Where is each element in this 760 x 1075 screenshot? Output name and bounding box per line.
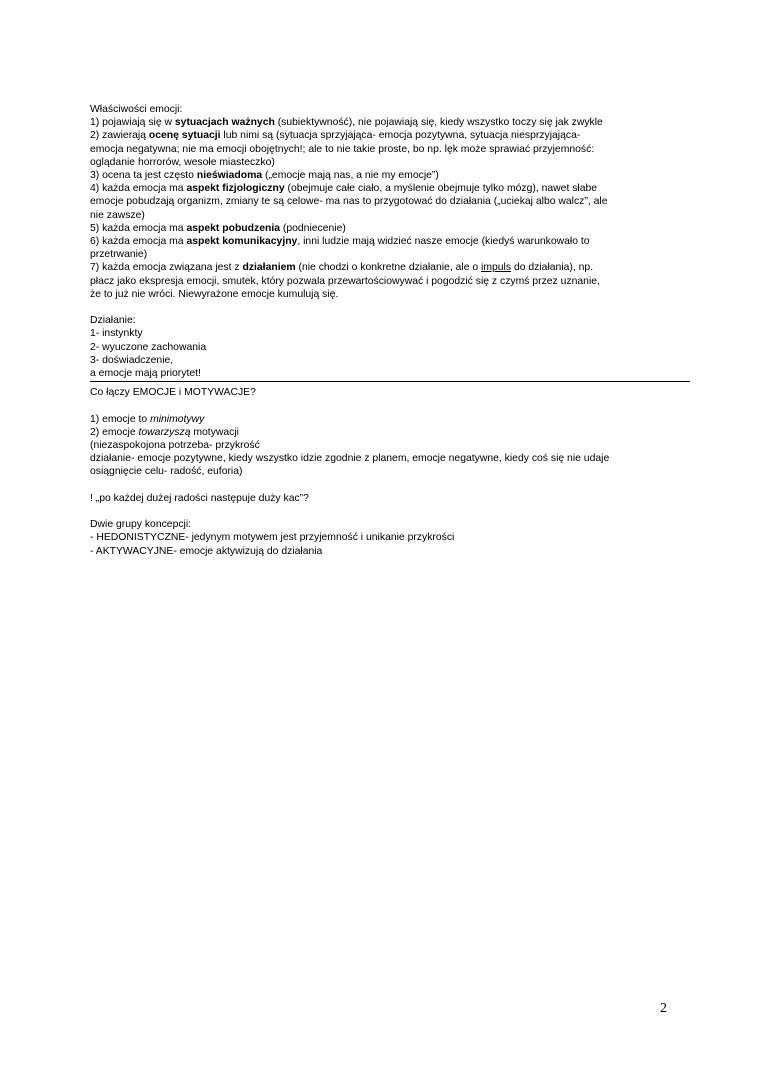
action-item: 1- instynkty: [90, 328, 143, 340]
property-6: 6) każda emocja ma aspekt komunikacyjny, inni ludzie mają widzieć nasze emocje (kiedyś warunkowało to: [90, 236, 590, 248]
property-6-cont: przetrwanie): [90, 249, 148, 261]
groups-heading: Dwie grupy koncepcji:: [90, 519, 192, 531]
property-2-cont: oglądanie horrorów, wesołe miasteczko): [90, 156, 275, 168]
property-7-cont: że to już nie wróci. Niewyrażone emocje kumulują się.: [90, 288, 339, 300]
property-2: 2) zawierają ocenę sytuacji lub nimi są (sytuacja sprzyjająca- emocja pozytywna, sytuacja niesprzyjająca-: [90, 130, 581, 142]
property-4-cont: emocje pobudzają organizm, zmiany te są celowe- ma nas to przygotować do działania („uciekaj albo walcz”, ale: [90, 196, 608, 208]
link-item-1: 1) emocje to minimotywy: [90, 413, 205, 425]
link-item-detail: (niezaspokojona potrzeba- przykrość: [90, 440, 260, 452]
property-7-cont: płacz jako ekspresja emocji, smutek, który pozwala przewartościowywać i pogodzić się z czymś przez uznanie,: [90, 275, 600, 287]
property-1: 1) pojawiają się w sytuacjach ważnych (subiektywność), nie pojawiają się, kiedy wszystko toczy się jak zwykle: [90, 117, 603, 129]
link-item-detail: działanie- emocje pozytywne, kiedy wszystko idzie zgodnie z planem, emocje negatywne, kiedy coś się nie udaje: [90, 453, 610, 465]
property-3: 3) ocena ta jest często nieświadoma („emocje mają nas, a nie my emocje”): [90, 170, 439, 182]
property-2-cont: emocja negatywna; nie ma emocji obojętnych!; ale to nie takie proste, bo np. lęk może sprawiać przyjemność:: [90, 143, 595, 155]
group-item: - HEDONISTYCZNE- jedynym motywem jest przyjemność i unikanie przykrości: [90, 532, 455, 544]
action-item: a emocje mają priorytet!: [90, 368, 201, 380]
horizontal-divider: [90, 381, 690, 382]
properties-heading: Właściwości emocji:: [90, 104, 183, 115]
property-7: 7) każda emocja związana jest z działaniem (nie chodzi o konkretne działanie, ale o impuls do działania), np.: [90, 262, 594, 274]
property-5: 5) każda emocja ma aspekt pobudzenia (podniecenie): [90, 222, 346, 234]
document-body: [90, 103, 690, 558]
quote-line: ! „po każdej dużej radości następuje duży kac”?: [90, 492, 309, 504]
action-item: 3- doświadczenie,: [90, 354, 174, 366]
link-item-2: 2) emocje towarzyszą motywacji: [90, 426, 239, 438]
link-item-detail: osiągnięcie celu- radość, euforia): [90, 466, 243, 478]
group-item: - AKTYWACYJNE- emocje aktywizują do działania: [90, 545, 323, 557]
action-item: 2- wyuczone zachowania: [90, 341, 207, 353]
page-number: 2: [660, 1001, 667, 1016]
property-4-cont: nie zawsze): [90, 209, 145, 221]
property-4: 4) każda emocja ma aspekt fizjologiczny (obejmuje całe ciało, a myślenie obejmuje tylko mózg), nawet słabe: [90, 183, 598, 195]
link-question: Co łączy EMOCJE i MOTYWACJE?: [90, 387, 256, 399]
action-heading: Działanie:: [90, 315, 136, 327]
